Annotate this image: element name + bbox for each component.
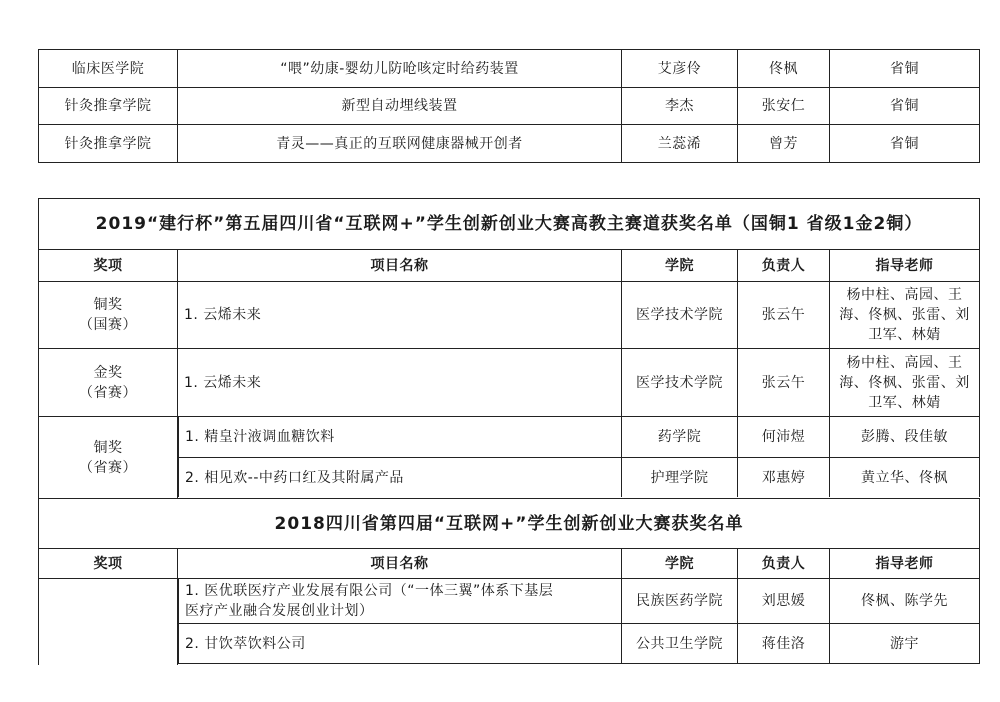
college-cell: 民族医药学院 [622, 579, 738, 623]
college-cell: 针灸推拿学院 [38, 125, 178, 162]
award-name: 金奖 [93, 364, 123, 381]
award-table-2019 [38, 198, 980, 665]
leader-cell: 李杰 [622, 88, 738, 124]
college-cell: 护理学院 [622, 458, 738, 497]
table-row-group [38, 417, 980, 499]
table-title-row [38, 199, 980, 250]
college-cell: 药学院 [622, 417, 738, 457]
header-teacher: 指导老师 [830, 250, 980, 281]
award-cell: 省铜 [830, 50, 980, 87]
header-teacher: 指导老师 [830, 549, 980, 578]
header-project: 项目名称 [178, 250, 622, 281]
header-leader: 负责人 [738, 250, 830, 281]
award-cell: 省铜 [830, 125, 980, 162]
award-cell [38, 579, 178, 665]
table-row [178, 624, 980, 664]
project-cell: 1. 云烯未来 [178, 282, 622, 348]
header-leader: 负责人 [738, 549, 830, 578]
leader-cell: 张云午 [738, 282, 830, 348]
header-project: 项目名称 [178, 549, 622, 578]
leader-cell: 蒋佳洛 [738, 624, 830, 663]
project-cell: 1. 云烯未来 [178, 349, 622, 416]
table-row [38, 349, 980, 417]
college-cell: 医学技术学院 [622, 282, 738, 348]
teacher-cell: 黄立华、佟枫 [830, 458, 980, 497]
award-name: 铜奖 [93, 439, 123, 456]
table-row [178, 458, 980, 497]
header-college: 学院 [622, 250, 738, 281]
teacher-cell: 杨中柱、高园、王海、佟枫、张雷、刘卫军、林婧 [830, 282, 980, 348]
project-cell: 1. 精皇汁液调血糖饮料 [178, 417, 622, 457]
leader-cell: 何沛煜 [738, 417, 830, 457]
project-cell [178, 579, 622, 623]
award-cell [38, 282, 178, 348]
header-award: 奖项 [38, 250, 178, 281]
leader-cell: 刘思媛 [738, 579, 830, 623]
table-title: 2019“建行杯”第五届四川省“互联网+”学生创新创业大赛高教主赛道获奖名单（国铜1 省级1金2铜） [38, 199, 980, 249]
project-cell: 2. 甘饮萃饮料公司 [178, 624, 622, 663]
award-table-continued [38, 49, 980, 163]
award-level: （国赛） [79, 317, 137, 333]
table-header-row [38, 250, 980, 282]
award-cell [38, 417, 178, 498]
table-row-group [38, 579, 980, 665]
college-cell: 医学技术学院 [622, 349, 738, 416]
award-cell: 省铜 [830, 88, 980, 124]
table-title-2018: 2018四川省第四届“互联网+”学生创新创业大赛获奖名单 [38, 499, 980, 548]
college-cell: 针灸推拿学院 [38, 88, 178, 124]
project-line: 医疗产业融合发展创业计划） [185, 603, 374, 619]
teacher-cell: 佟枫、陈学先 [830, 579, 980, 623]
teacher-cell: 佟枫 [738, 50, 830, 87]
table-row [38, 50, 980, 88]
table-header-row [38, 549, 980, 579]
college-cell: 临床医学院 [38, 50, 178, 87]
project-cell: 青灵——真正的互联网健康器械开创者 [178, 125, 622, 162]
project-cell: “喂”幼康-婴幼儿防呛咳定时给药装置 [178, 50, 622, 87]
teacher-cell: 张安仁 [738, 88, 830, 124]
leader-cell: 艾彦伶 [622, 50, 738, 87]
project-cell: 新型自动埋线装置 [178, 88, 622, 124]
table-row [38, 125, 980, 163]
project-cell: 2. 相见欢--中药口红及其附属产品 [178, 458, 622, 497]
project-line: 1. 医优联医疗产业发展有限公司（“一体三翼”体系下基层 [185, 583, 554, 599]
table-row [38, 88, 980, 125]
teacher-cell: 杨中柱、高园、王海、佟枫、张雷、刘卫军、林婧 [830, 349, 980, 416]
table-title-row [38, 499, 980, 549]
header-college: 学院 [622, 549, 738, 578]
award-cell [38, 349, 178, 416]
teacher-cell: 曾芳 [738, 125, 830, 162]
teacher-cell: 游宇 [830, 624, 980, 663]
table-row [178, 417, 980, 458]
table-row [38, 282, 980, 349]
leader-cell: 张云午 [738, 349, 830, 416]
award-level: （省赛） [79, 384, 137, 401]
header-award: 奖项 [38, 549, 178, 578]
college-cell: 公共卫生学院 [622, 624, 738, 663]
award-level: （省赛） [79, 459, 137, 476]
table-row [178, 579, 980, 624]
teacher-cell: 彭腾、段佳敏 [830, 417, 980, 457]
award-name: 铜奖 [93, 297, 123, 313]
leader-cell: 邓惠婷 [738, 458, 830, 497]
leader-cell: 兰蕊浠 [622, 125, 738, 162]
